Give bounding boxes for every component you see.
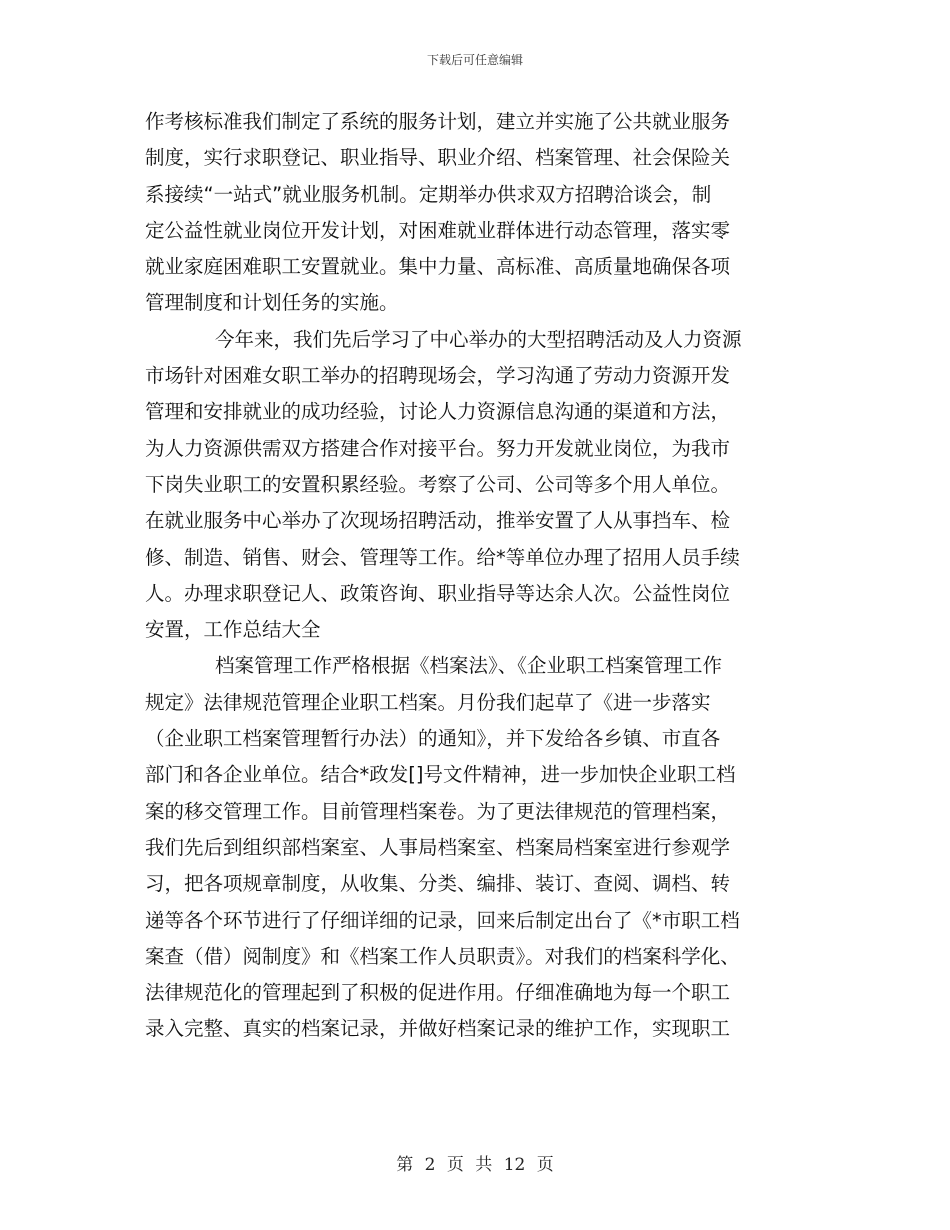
- body-line: 人。办理求职登记人、政策咨询、职业指导等达余人次。公益性岗位: [145, 581, 731, 605]
- body-line: 在就业服务中心举办了次现场招聘活动，推举安置了人从事挡车、检: [145, 509, 731, 533]
- total-pages-number: 12: [503, 1155, 526, 1175]
- body-line: 就业家庭困难职工安置就业。集中力量、高标准、高质量地确保各项: [145, 255, 731, 279]
- body-line: 管理和安排就业的成功经验，讨论人力资源信息沟通的渠道和方法，: [145, 400, 731, 424]
- page-footer: [0, 1154, 950, 1176]
- body-line: 系接续“一站式”就业服务机制。定期举办供求双方招聘洽谈会，制: [145, 182, 712, 206]
- body-line: 我们先后到组织部档案室、人事局档案室、档案局档案室进行参观学: [145, 835, 731, 859]
- body-line: 案查（借）阅制度》和《档案工作人员职责》。对我们的档案科学化、: [145, 944, 740, 968]
- body-line: 部门和各企业单位。结合*政发[]号文件精神，进一步加快企业职工档: [145, 763, 736, 787]
- body-line: 下岗失业职工的安置积累经验。考察了公司、公司等多个用人单位。: [145, 472, 731, 496]
- body-line: （企业职工档案管理暂行办法）的通知》，并下发给各乡镇、市直各: [145, 727, 721, 751]
- body-line: 案的移交管理工作。目前管理档案卷。为了更法律规范的管理档案，: [145, 799, 731, 823]
- footer-suffix: 页: [536, 1155, 554, 1175]
- document-body: [145, 104, 805, 1048]
- body-line: 定公益性就业岗位开发计划，对困难就业群体进行动态管理，落实零: [145, 218, 731, 242]
- body-line: 录入完整、真实的档案记录，并做好档案记录的维护工作，实现职工: [145, 1017, 731, 1041]
- footer-page-word: 页: [446, 1155, 464, 1175]
- body-line: 递等各个环节进行了仔细详细的记录，回来后制定出台了《*市职工档: [145, 908, 740, 932]
- footer-total-word: 共: [475, 1155, 493, 1175]
- body-line: 制度，实行求职登记、职业指导、职业介绍、档案管理、社会保险关: [145, 146, 731, 170]
- body-line: 法律规范化的管理起到了积极的促进作用。仔细准确地为每一个职工: [145, 981, 731, 1005]
- body-line: 习，把各项规章制度，从收集、分类、编排、装订、查阅、调档、转: [145, 872, 731, 896]
- body-line: 作考核标准我们制定了系统的服务计划，建立并实施了公共就业服务: [145, 110, 731, 133]
- current-page-number: 2: [424, 1155, 436, 1175]
- body-line: 安置，工作总结大全: [145, 618, 321, 642]
- body-line: 管理制度和计划任务的实施。: [145, 291, 399, 315]
- page-header: 下载后可任意编辑: [426, 53, 523, 67]
- paragraph-start-line: 档案管理工作严格根据《档案法》、《企业职工档案管理工作: [215, 654, 723, 678]
- paragraph-start-line: 今年来，我们先后学习了中心举办的大型招聘活动及人力资源: [215, 327, 742, 351]
- body-line: 为人力资源供需双方搭建合作对接平台。努力开发就业岗位，为我市: [145, 436, 731, 460]
- body-line: 市场针对困难女职工举办的招聘现场会，学习沟通了劳动力资源开发: [145, 364, 731, 388]
- footer-prefix: 第: [396, 1155, 414, 1175]
- body-line: 修、制造、销售、财会、管理等工作。给*等单位办理了招用人员手续: [145, 545, 740, 569]
- body-line: 规定》法律规范管理企业职工档案。月份我们起草了《进一步落实: [145, 690, 711, 714]
